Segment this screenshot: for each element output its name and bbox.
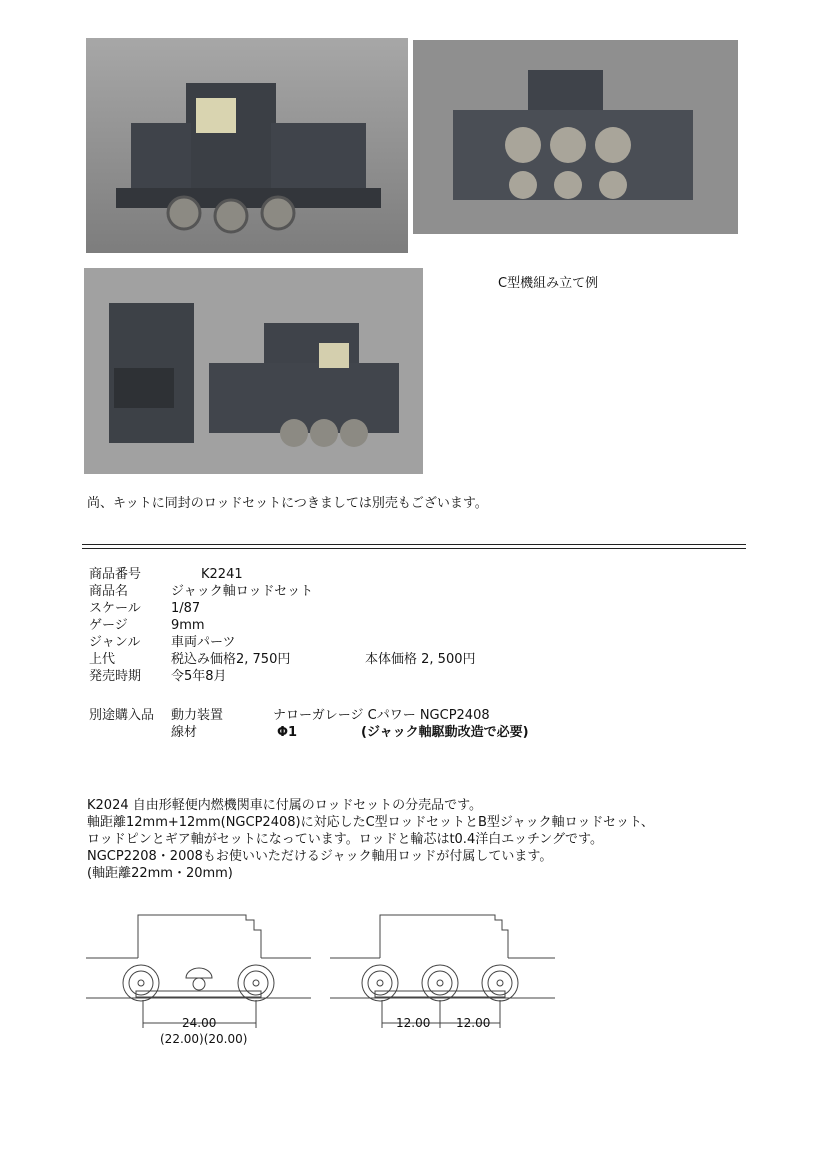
locomotive-underside-photo xyxy=(413,40,738,234)
description-line: (軸距離22mm・20mm) xyxy=(87,866,233,881)
separate-label: 別途購入品 xyxy=(89,708,155,723)
c-type-rod-drawing xyxy=(330,910,560,1035)
separate-item-value: ナローガレージ Cパワー NGCP2408 xyxy=(273,708,490,723)
locomotive-side-photo xyxy=(86,38,408,253)
dimension-label: (22.00)(20.00) xyxy=(160,1032,248,1046)
spec-label: 商品番号 xyxy=(89,567,142,582)
divider-bottom xyxy=(82,548,746,549)
description-line: K2024 自由形軽便内燃機関車に付属のロッドセットの分売品です。 xyxy=(87,798,483,813)
dimension-label: 12.00 xyxy=(456,1016,491,1030)
spec-label: スケール xyxy=(89,601,141,616)
spec-value: 9mm xyxy=(171,618,205,633)
separate-item-label: 線材 xyxy=(171,725,198,740)
description-line: 軸距離12mm+12mm(NGCP2408)に対応したC型ロッドセットとB型ジャック軸ロッドセット、 xyxy=(87,815,654,830)
spec-value: 税込み価格2, 750円 xyxy=(171,652,291,667)
dimension-label: 12.00 xyxy=(396,1016,431,1030)
photo-caption: C型機組み立て例 xyxy=(498,276,599,291)
description-line: ロッドピンとギア軸がセットになっています。ロッドと輪芯はt0.4洋白エッチングです。 xyxy=(87,832,604,847)
description-line: NGCP2208・2008もお使いいただけるジャック軸用ロッドが付属しています。 xyxy=(87,849,553,864)
divider-top xyxy=(82,544,746,545)
spec-label: 商品名 xyxy=(89,584,129,599)
spec-value: K2241 xyxy=(201,567,243,582)
spec-label: 発売時期 xyxy=(89,669,142,684)
rod-set-note: 尚、キットに同封のロッドセットにつきましては別売もございます。 xyxy=(87,496,488,511)
spec-value: 車両パーツ xyxy=(171,635,236,650)
dimension-label: 24.00 xyxy=(182,1016,217,1030)
spec-value: 1/87 xyxy=(171,601,201,616)
separate-item-note: (ジャック軸駆動改造で必要) xyxy=(361,725,529,740)
spec-value: 本体価格 2, 500円 xyxy=(365,652,476,667)
spec-label: ジャンル xyxy=(89,635,141,650)
spec-label: 上代 xyxy=(89,652,116,667)
two-locomotives-photo xyxy=(84,268,423,474)
separate-item-label: 動力装置 xyxy=(171,708,224,723)
spec-value: 令5年8月 xyxy=(171,669,227,684)
spec-value: ジャック軸ロッドセット xyxy=(171,584,314,599)
spec-label: ゲージ xyxy=(89,618,128,633)
separate-item-value: Φ1 xyxy=(277,725,298,740)
